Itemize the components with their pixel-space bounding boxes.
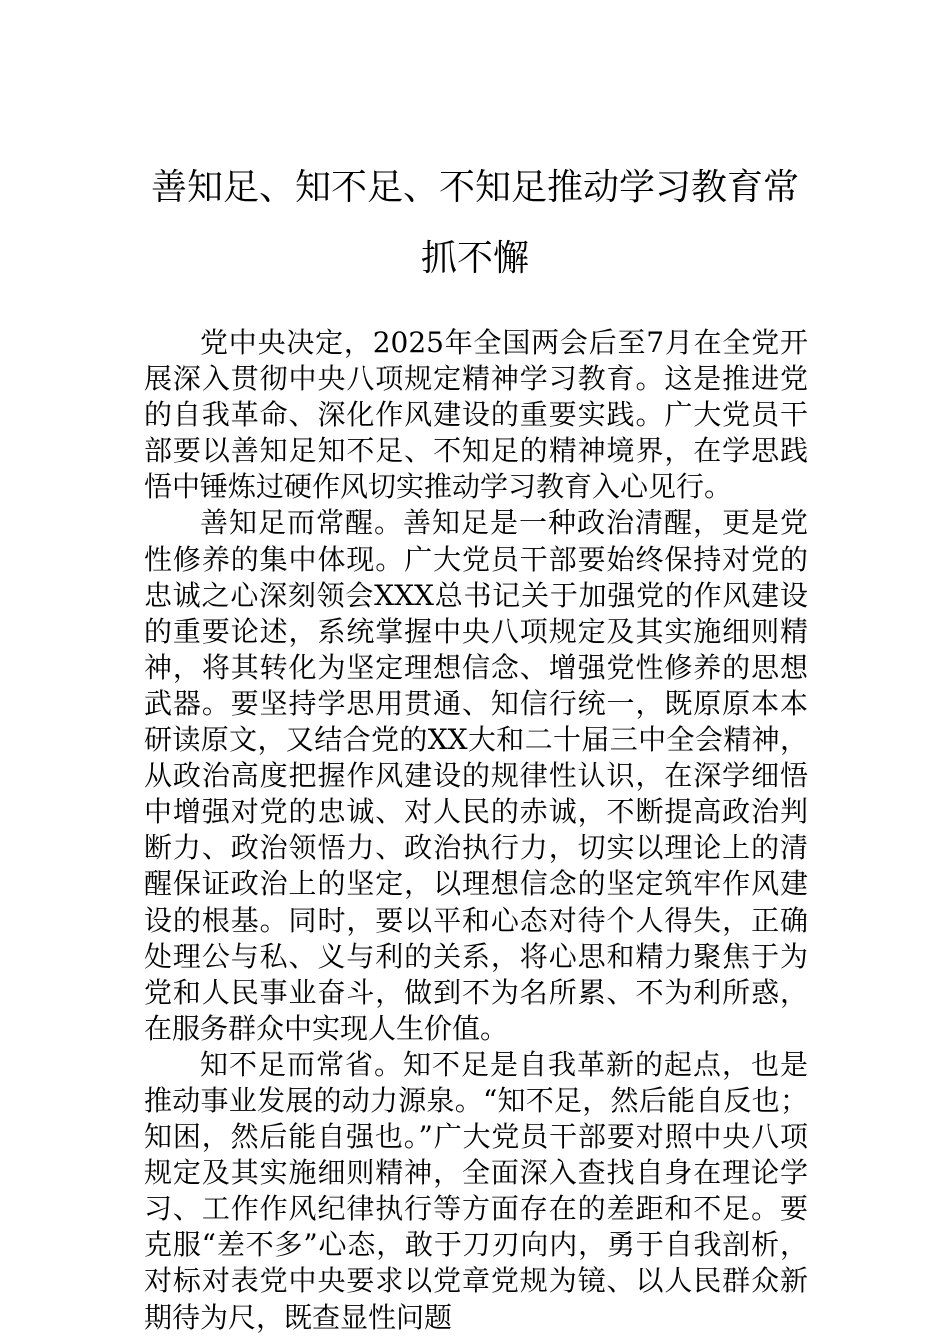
paragraph-shan-zhi-zu: 善知足而常醒。善知足是一种政治清醒，更是党性修养的集中体现。广大党员干部要始终保持对党的忠诚之心深刻领会XXX总书记关于加强党的作风建设的重要论述，系统掌握中央八项规定及其实施细则精神，将其转化为坚定理想信念、增强党性修养的思想武器。要坚持学思用贯通、知信行统一，既原原本本研读原文，又结合党的XX大和二十届三中全会精神，从政治高度把握作风建设的规律性认识，在深学细悟中增强对党的忠诚、对人民的赤诚，不断提高政治判断力、政治领悟力、政治执行力，切实以理论上的清醒保证政治上的坚定，以理想信念的坚定筑牢作风建设的根基。同时，要以平和心态对待个人得失，正确处理公与私、义与利的关系，将心思和精力聚焦于为党和人民事业奋斗，做到不为名所累、不为利所惑，在服务群众中实现人生价值。: [144, 506, 808, 1045]
document-body: [144, 325, 808, 1336]
paragraph-zhi-bu-zu: 知不足而常省。知不足是自我革新的起点，也是推动事业发展的动力源泉。“知不足，然后能自反也；知困，然后能自强也。”广大党员干部要对照中央八项规定及其实施细则精神，全面深入查找自身在理论学习、工作作风纪律执行等方面存在的差距和不足。要克服“差不多”心态，敢于刀刃向内，勇于自我剖析，对标对表党中央要求以党章党规为镜、以人民群众新期待为尺，既查显性问题: [144, 1047, 808, 1334]
document-title-line-2: 抓不懈: [420, 238, 529, 279]
document-title-line-1: 善知足、知不足、不知足推动学习教育常: [150, 167, 799, 208]
paragraph-intro: 党中央决定，2025年全国两会后至7月在全党开展深入贯彻中央八项规定精神学习教育。这是推进党的自我革命、深化作风建设的重要实践。广大党员干部要以善知足知不足、不知足的精神境界，在学思践悟中锤炼过硬作风切实推动学习教育入心见行。: [144, 326, 808, 504]
